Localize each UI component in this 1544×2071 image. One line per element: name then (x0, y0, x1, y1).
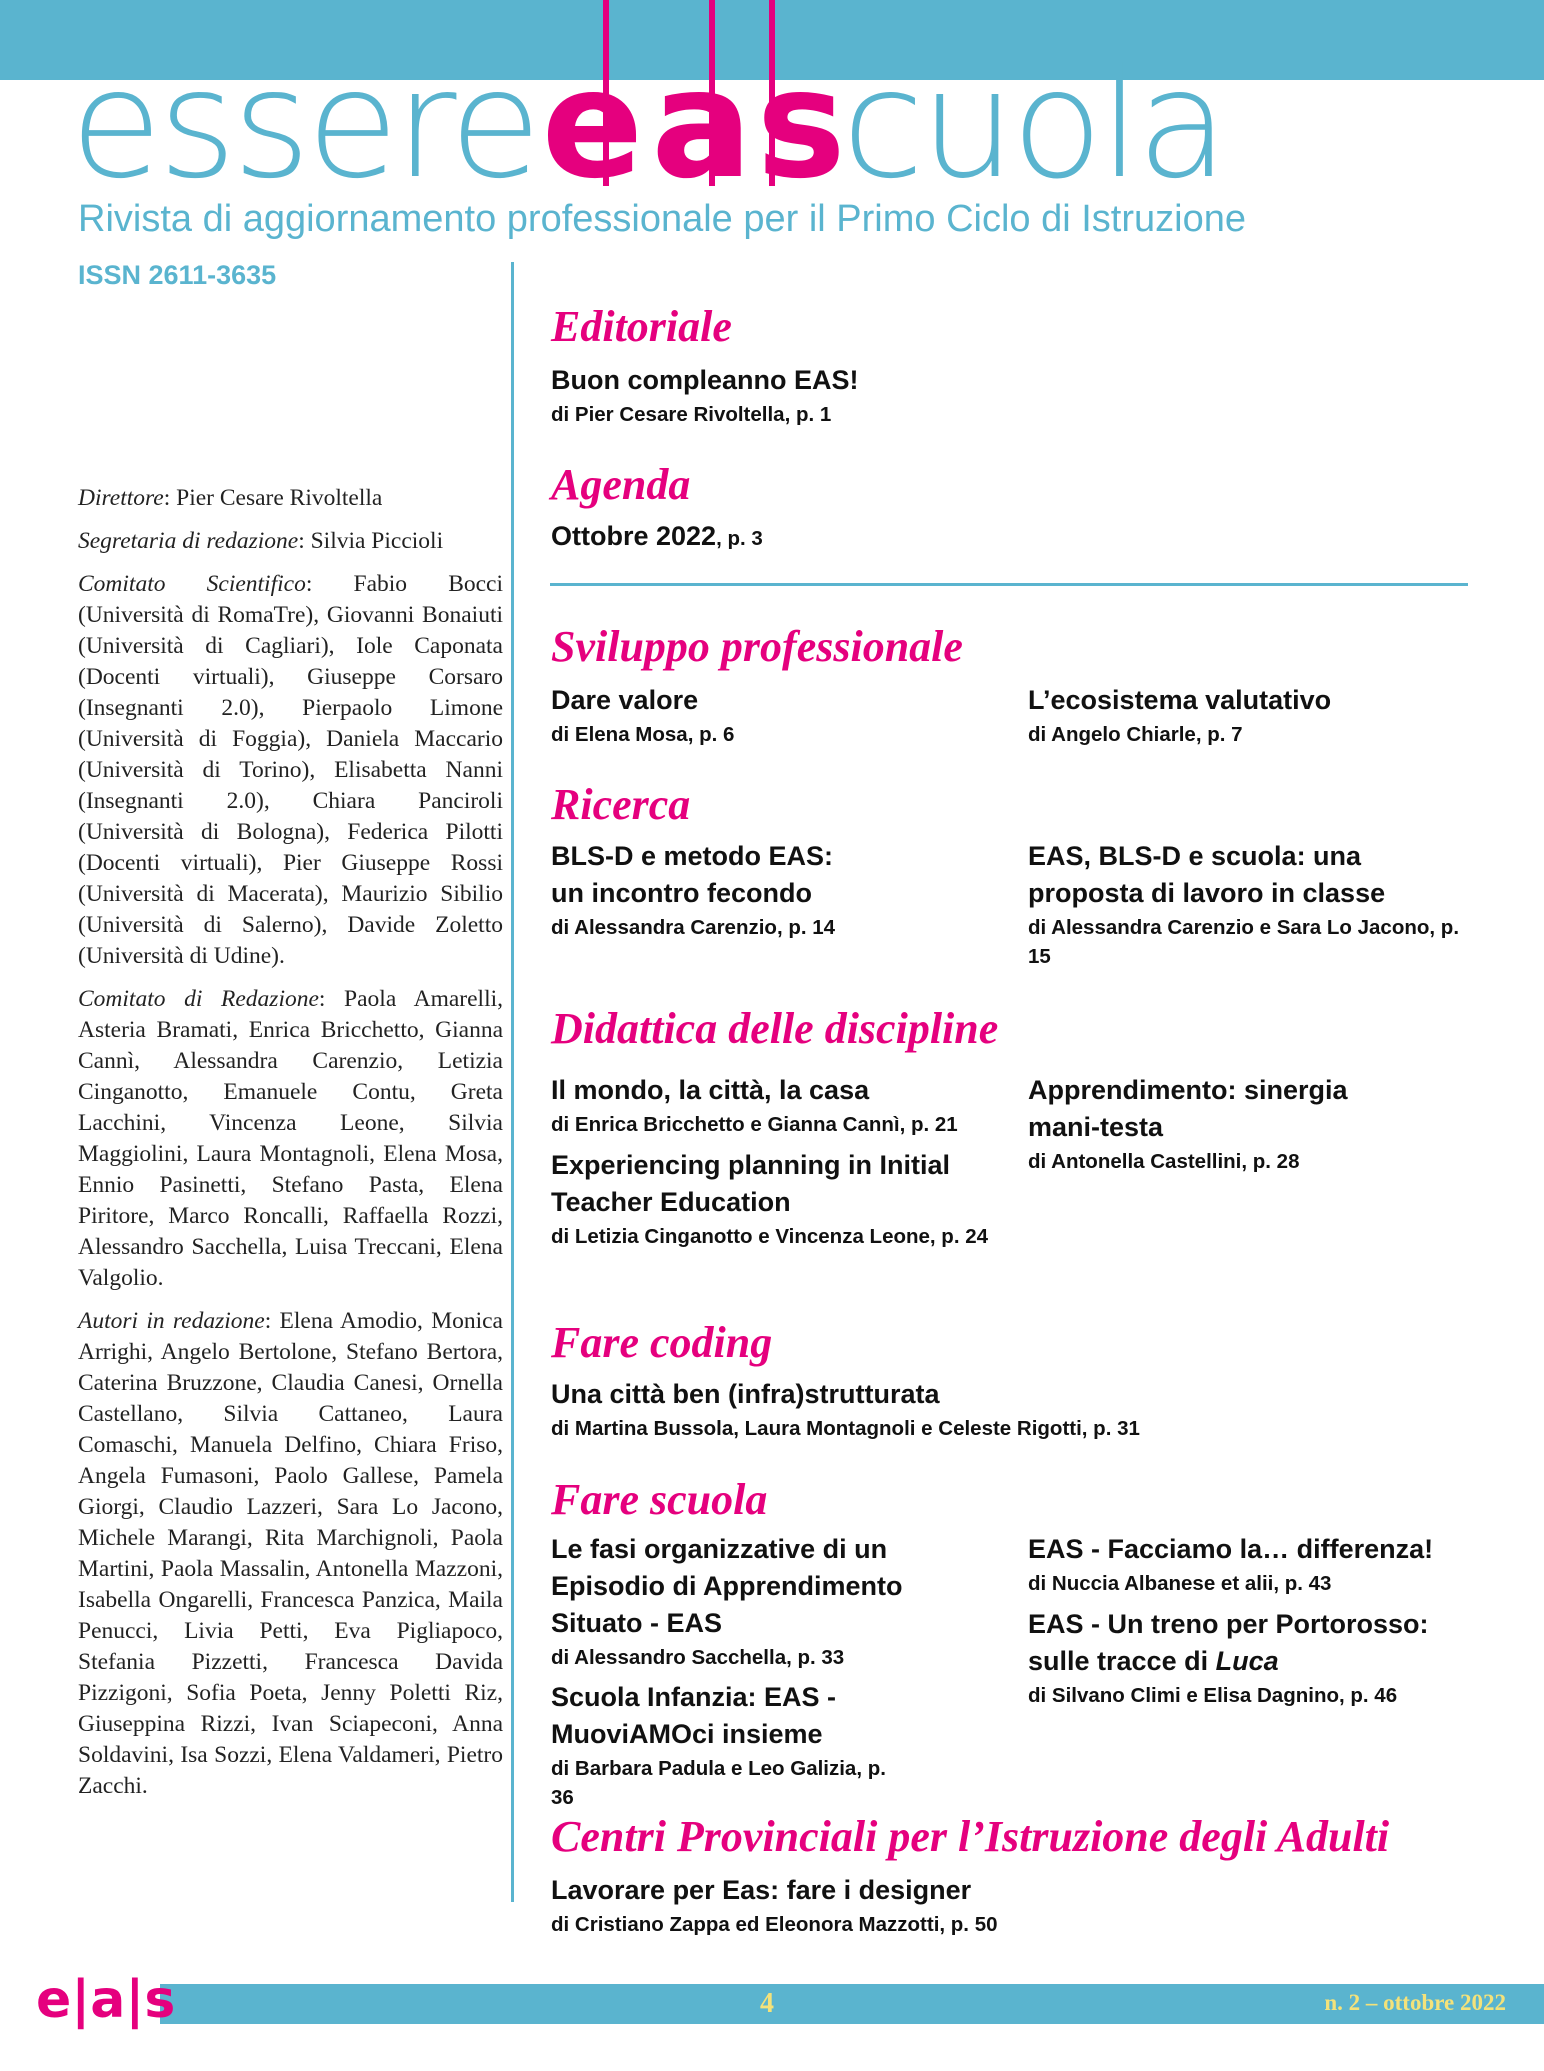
article-scuola-3[interactable] (1028, 1531, 1498, 1598)
masthead-a: a (651, 38, 749, 212)
article-title: Scuola Infanzia: EAS - MuoviAMOci insieme (551, 1682, 837, 1749)
article-ricerca-2[interactable] (1028, 838, 1468, 971)
article-title: EAS - Un treno per Portorosso: sulle tracce di Luca (1028, 1609, 1429, 1676)
article-agenda[interactable] (551, 518, 1451, 557)
article-title: Apprendimento: sinergia mani-testa (1028, 1075, 1348, 1142)
magazine-subtitle: Rivista di aggiornamento professionale per il Primo Ciclo di Istruzione (78, 198, 1246, 240)
article-author: di Alessandra Carenzio e Sara Lo Jacono, p. 15 (1028, 916, 1460, 968)
masthead-s: s (756, 38, 842, 212)
article-title: Ottobre 2022 (551, 521, 717, 551)
article-sviluppo-2[interactable] (1028, 682, 1498, 749)
article-didattica-1[interactable] (551, 1072, 1021, 1139)
article-title: Dare valore (551, 685, 699, 715)
article-author: di Pier Cesare Rivoltella, p. 1 (551, 403, 832, 426)
article-title: Il mondo, la città, la casa (551, 1075, 870, 1105)
article-author: di Cristiano Zappa ed Eleonora Mazzotti, p. 50 (551, 1913, 998, 1936)
section-title-sviluppo: Sviluppo professionale (551, 622, 963, 671)
section-title-cpia: Centri Provinciali per l’Istruzione degli Adulti (551, 1812, 1390, 1861)
staff-director: Direttore: Pier Cesare Rivoltella (78, 485, 383, 511)
article-author: di Angelo Chiarle, p. 7 (1028, 723, 1243, 746)
article-author: di Alessandra Carenzio, p. 14 (551, 916, 836, 939)
article-scuola-1[interactable] (551, 1531, 951, 1672)
article-title: Buon compleanno EAS! (551, 365, 859, 395)
article-didattica-3[interactable] (1028, 1072, 1388, 1176)
article-title: Experiencing planning in Initial Teacher Education (551, 1150, 951, 1217)
staff-editorial-committee: Comitato di Redazione: Paola Amarelli, Asteria Bramati, Enrica Bricchetto, Gianna Cannì, Alessandra Carenzio, Letizia Cinganotto, Emanuele Contu, Greta Lacchini, Vincenza Leone, Silvia Maggiolini, Laura Montagnoli, Elena Mosa, Ennio Pasinetti, Stefano Pasta, Elena Piritore, Marco Roncalli, Raffaella Rozzi, Alessandro Sacchella, Luisa Treccani, Elena Valgolio. (78, 986, 503, 1291)
article-title: BLS-D e metodo EAS: un incontro fecondo (551, 841, 834, 908)
article-author: di Enrica Bricchetto e Gianna Cannì, p. 21 (551, 1113, 958, 1136)
article-editoriale[interactable] (551, 362, 1451, 429)
masthead-cuola: cuola (841, 38, 1225, 212)
article-didattica-2[interactable] (551, 1147, 991, 1251)
section-title-coding: Fare coding (551, 1318, 773, 1367)
section-title-scuola: Fare scuola (551, 1475, 768, 1524)
staff-secretary: Segretaria di redazione: Silvia Piccioli (78, 528, 444, 554)
article-author: di Barbara Padula e Leo Galizia, p. 36 (551, 1757, 886, 1809)
article-author: di Martina Bussola, Laura Montagnoli e Celeste Rigotti, p. 31 (551, 1417, 1140, 1440)
article-scuola-4[interactable] (1028, 1606, 1448, 1710)
article-title: Le fasi organizzative di un Episodio di Apprendimento Situato - EAS (551, 1534, 903, 1638)
article-ricerca-1[interactable] (551, 838, 871, 942)
article-author: di Letizia Cinganotto e Vincenza Leone, p. 24 (551, 1225, 989, 1248)
masthead-e: e (541, 38, 640, 212)
article-author: di Silvano Climi e Elisa Dagnino, p. 46 (1028, 1684, 1398, 1707)
issue-label: n. 2 – ottobre 2022 (1324, 1990, 1506, 2015)
article-page: , p. 3 (716, 527, 763, 550)
staff-authors: Autori in redazione: Elena Amodio, Monica Arrighi, Angelo Bertolone, Stefano Bertora, Caterina Bruzzone, Claudia Canesi, Ornella Castellano, Silvia Cattaneo, Laura Comaschi, Manuela Delfino, Chiara Friso, Angela Fumasoni, Paolo Gallese, Pamela Giorgi, Claudio Lazzeri, Sara Lo Jacono, Michele Marangi, Rita Marchignoli, Paola Martini, Paola Massalin, Antonella Mazzoni, Isabella Ongarelli, Francesca Panzica, Maila Penucci, Livia Petti, Eva Pigliapoco, Stefania Pizzetti, Francesca Davida Pizzigoni, Sofia Poeta, Jenny Poletti Riz, Giuseppina Rizzi, Ivan Sciapeconi, Anna Soldavini, Isa Sozzi, Elena Valdameri, Pietro Zacchi. (78, 1308, 503, 1799)
article-title: Lavorare per Eas: fare i designer (551, 1875, 972, 1905)
article-title: Una città ben (infra)strutturata (551, 1379, 940, 1409)
article-author: di Alessandro Sacchella, p. 33 (551, 1646, 845, 1669)
page-number: 4 (760, 1988, 774, 2019)
article-cpia-1[interactable] (551, 1872, 1451, 1939)
masthead-essere: essere (70, 38, 538, 212)
article-scuola-2[interactable] (551, 1679, 891, 1812)
article-author: di Elena Mosa, p. 6 (551, 723, 735, 746)
column-divider (511, 262, 514, 1902)
article-title: EAS, BLS-D e scuola: una proposta di lavoro in classe (1028, 841, 1386, 908)
section-title-agenda: Agenda (551, 460, 691, 509)
masthead-logo (70, 38, 1225, 212)
editorial-staff (78, 483, 503, 1814)
section-title-ricerca: Ricerca (551, 780, 691, 829)
article-author: di Antonella Castellini, p. 28 (1028, 1150, 1300, 1173)
article-coding-1[interactable] (551, 1376, 1451, 1443)
staff-scientific-committee: Comitato Scientifico: Fabio Bocci (Università di RomaTre), Giovanni Bonaiuti (Università di Cagliari), Iole Caponata (Docenti virtuali), Giuseppe Corsaro (Insegnanti 2.0), Pierpaolo Limone (Università di Foggia), Daniela Maccario (Università di Torino), Elisabetta Nanni (Insegnanti 2.0), Chiara Panciroli (Università di Bologna), Federica Pilotti (Docenti virtuali), Pier Giuseppe Rossi (Università di Macerata), Maurizio Sibilio (Università di Salerno), Davide Zoletto (Università di Udine). (78, 571, 504, 969)
article-author: di Nuccia Albanese et alii, p. 43 (1028, 1572, 1332, 1595)
article-title: EAS - Facciamo la… differenza! (1028, 1534, 1434, 1564)
issn-number: ISSN 2611-3635 (78, 260, 277, 290)
section-title-editoriale: Editoriale (551, 302, 732, 351)
article-title: L’ecosistema valutativo (1028, 685, 1332, 715)
section-title-didattica: Didattica delle discipline (551, 1004, 999, 1053)
article-sviluppo-1[interactable] (551, 682, 1021, 749)
section-divider (550, 583, 1468, 586)
eas-logo: e|a|s (36, 1970, 176, 2030)
